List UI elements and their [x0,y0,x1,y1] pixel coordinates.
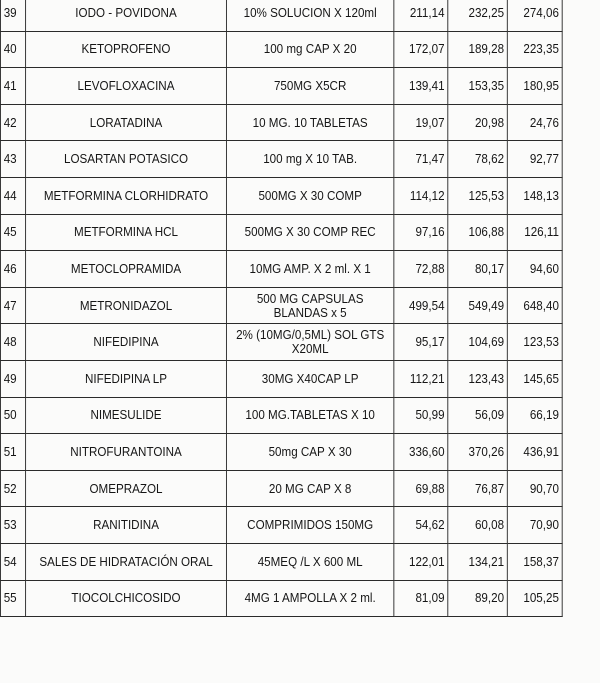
price-2: 76,87 [448,470,508,507]
medication-name: OMEPRAZOL [26,470,227,507]
price-1: 114,12 [394,177,448,214]
medication-name: METOCLOPRAMIDA [26,251,227,288]
medication-presentation: 50mg CAP X 30 [226,434,393,471]
price-3: 436,91 [507,434,562,471]
price-3: 90,70 [507,470,562,507]
medication-name: LORATADINA [26,104,227,141]
price-3: 223,35 [507,31,562,68]
price-1: 211,14 [394,0,448,31]
price-2: 370,26 [448,434,508,471]
table-row [0,324,562,361]
medication-name: METFORMINA CLORHIDRATO [26,177,227,214]
price-1: 81,09 [394,580,448,617]
price-3: 105,25 [507,580,562,617]
medication-presentation: 10% SOLUCION X 120ml [226,0,393,31]
table-row [0,177,562,214]
price-1: 499,54 [394,287,448,324]
medication-name: LOSARTAN POTASICO [26,141,227,178]
medication-presentation: 500 MG CAPSULAS BLANDAS x 5 [226,287,393,324]
price-1: 139,41 [394,68,448,105]
row-number: 45 [0,214,25,251]
row-number: 55 [0,580,25,617]
medication-name: IODO - POVIDONA [26,0,227,31]
medication-presentation: 500MG X 30 COMP [226,177,393,214]
medication-presentation: 100 mg X 10 TAB. [226,141,393,178]
medication-name: KETOPROFENO [26,31,227,68]
row-number: 41 [0,68,25,105]
table-row [0,434,562,471]
row-number: 44 [0,177,25,214]
table-row [0,580,562,617]
price-3: 70,90 [507,507,562,544]
price-1: 112,21 [394,360,448,397]
medication-presentation: 4MG 1 AMPOLLA X 2 ml. [226,580,393,617]
row-number: 42 [0,104,25,141]
row-number: 40 [0,31,25,68]
price-2: 104,69 [448,324,508,361]
row-number: 47 [0,287,25,324]
price-2: 20,98 [448,104,508,141]
table-row [0,214,562,251]
medication-name: NITROFURANTOINA [26,434,227,471]
row-number: 53 [0,507,25,544]
price-2: 549,49 [448,287,508,324]
price-3: 148,13 [507,177,562,214]
row-number: 54 [0,543,25,580]
price-3: 94,60 [507,251,562,288]
row-number: 52 [0,470,25,507]
row-number: 49 [0,360,25,397]
price-2: 123,43 [448,360,508,397]
medication-name: TIOCOLCHICOSIDO [26,580,227,617]
price-2: 78,62 [448,141,508,178]
price-1: 95,17 [394,324,448,361]
table-row [0,104,562,141]
price-2: 106,88 [448,214,508,251]
price-3: 145,65 [507,360,562,397]
price-3: 92,77 [507,141,562,178]
table-row [0,141,562,178]
price-1: 97,16 [394,214,448,251]
table-row [0,31,562,68]
medication-presentation: 750MG X5CR [226,68,393,105]
row-number: 50 [0,397,25,434]
medication-name: NIMESULIDE [26,397,227,434]
table-row [0,543,562,580]
price-1: 122,01 [394,543,448,580]
row-number: 48 [0,324,25,361]
medication-presentation: 100 mg CAP X 20 [226,31,393,68]
price-1: 54,62 [394,507,448,544]
price-3: 648,40 [507,287,562,324]
medication-presentation: 10 MG. 10 TABLETAS [226,104,393,141]
medication-presentation: 500MG X 30 COMP REC [226,214,393,251]
table-row [0,68,562,105]
medication-name: METRONIDAZOL [26,287,227,324]
medication-presentation: 10MG AMP. X 2 ml. X 1 [226,251,393,288]
table-row [0,287,562,324]
table-row [0,507,562,544]
row-number: 51 [0,434,25,471]
price-2: 60,08 [448,507,508,544]
price-3: 274,06 [507,0,562,31]
medication-name: METFORMINA HCL [26,214,227,251]
medication-presentation: 2% (10MG/0,5ML) SOL GTS X20ML [226,324,393,361]
price-1: 336,60 [394,434,448,471]
price-1: 50,99 [394,397,448,434]
price-2: 232,25 [448,0,508,31]
price-2: 89,20 [448,580,508,617]
table-row [0,470,562,507]
medication-name: RANITIDINA [26,507,227,544]
table-row [0,0,562,31]
price-3: 180,95 [507,68,562,105]
medication-name: LEVOFLOXACINA [26,68,227,105]
price-3: 126,11 [507,214,562,251]
medication-name: NIFEDIPINA LP [26,360,227,397]
medication-presentation: COMPRIMIDOS 150MG [226,507,393,544]
price-2: 134,21 [448,543,508,580]
price-1: 71,47 [394,141,448,178]
price-1: 19,07 [394,104,448,141]
medication-name: SALES DE HIDRATACIÓN ORAL [26,543,227,580]
medication-presentation: 20 MG CAP X 8 [226,470,393,507]
price-3: 24,76 [507,104,562,141]
row-number: 46 [0,251,25,288]
row-number: 43 [0,141,25,178]
price-1: 172,07 [394,31,448,68]
medication-name: NIFEDIPINA [26,324,227,361]
table-row [0,251,562,288]
price-1: 69,88 [394,470,448,507]
table-row [0,360,562,397]
price-2: 153,35 [448,68,508,105]
medication-presentation: 45MEQ /L X 600 ML [226,543,393,580]
medication-presentation: 100 MG.TABLETAS X 10 [226,397,393,434]
medication-presentation: 30MG X40CAP LP [226,360,393,397]
price-3: 158,37 [507,543,562,580]
price-3: 123,53 [507,324,562,361]
price-2: 189,28 [448,31,508,68]
price-2: 56,09 [448,397,508,434]
price-2: 125,53 [448,177,508,214]
table-row [0,397,562,434]
row-number: 39 [0,0,25,31]
price-2: 80,17 [448,251,508,288]
price-1: 72,88 [394,251,448,288]
price-3: 66,19 [507,397,562,434]
